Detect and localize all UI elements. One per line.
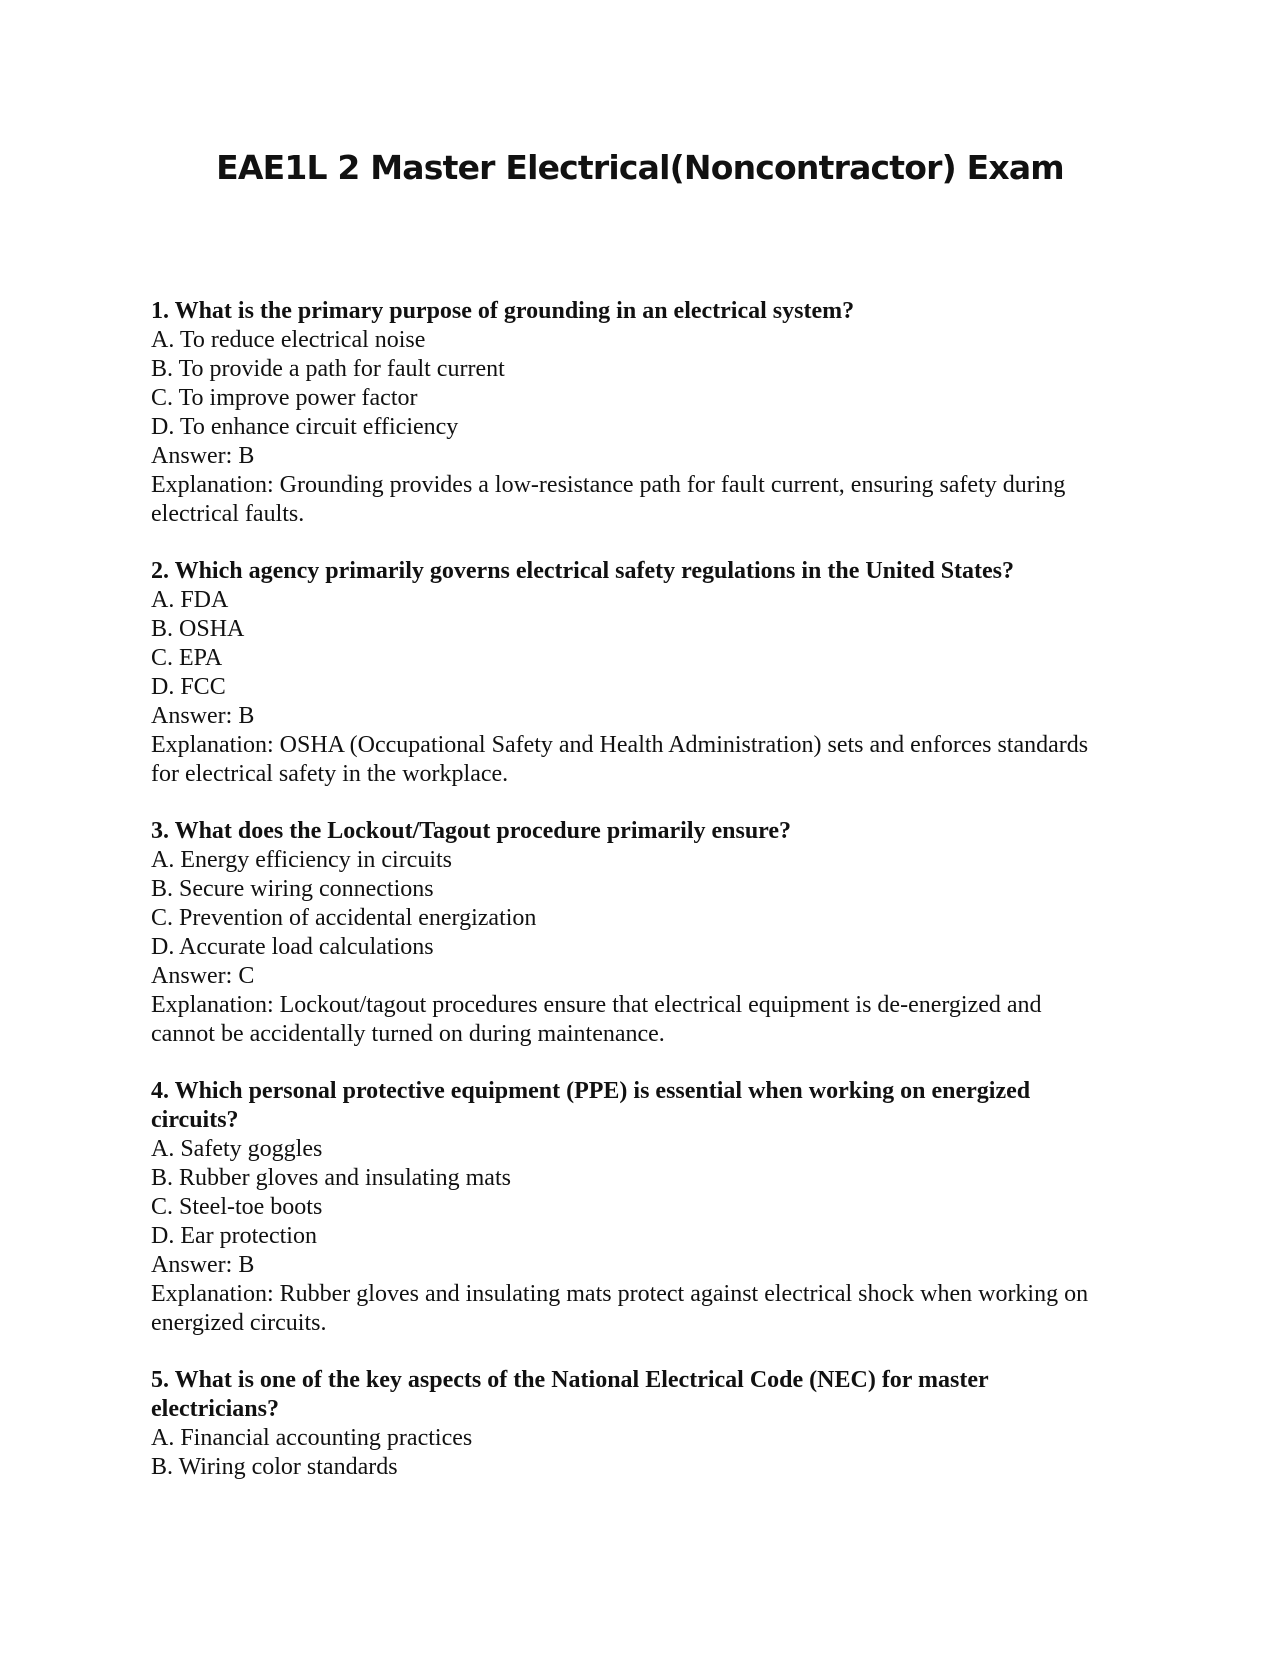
answer-option: C. EPA [151, 645, 223, 671]
question-block-5 [151, 1366, 1111, 1482]
answer-option: C. Prevention of accidental energization [151, 905, 537, 931]
answer-option: B. OSHA [151, 616, 245, 642]
correct-answer: Answer: B [151, 703, 255, 729]
answer-option: A. Energy efficiency in circuits [151, 847, 453, 873]
correct-answer: Answer: C [151, 963, 255, 989]
question-text: 3. What does the Lockout/Tagout procedure primarily ensure? [151, 818, 792, 844]
document-title: EAE1L 2 Master Electrical(Noncontractor) Exam [216, 148, 1064, 187]
question-block-3 [151, 817, 1111, 1049]
question-block-4 [151, 1077, 1111, 1338]
answer-option: A. FDA [151, 587, 229, 613]
question-text: 2. Which agency primarily governs electrical safety regulations in the United States? [151, 558, 1015, 584]
answer-option: B. Secure wiring connections [151, 876, 434, 902]
answer-option: A. Financial accounting practices [151, 1425, 473, 1451]
answer-option: D. Accurate load calculations [151, 934, 434, 960]
correct-answer: Answer: B [151, 1252, 255, 1278]
explanation-text: Explanation: OSHA (Occupational Safety and Health Administration) sets and enforces standards for electrical safety in the workplace. [151, 732, 1089, 787]
answer-option: D. To enhance circuit efficiency [151, 414, 459, 440]
explanation-text: Explanation: Rubber gloves and insulating mats protect against electrical shock when working on energized circuits. [151, 1281, 1089, 1336]
answer-option: A. To reduce electrical noise [151, 327, 426, 353]
answer-option: D. FCC [151, 674, 226, 700]
question-text: 5. What is one of the key aspects of the National Electrical Code (NEC) for master electricians? [151, 1367, 989, 1422]
correct-answer: Answer: B [151, 443, 255, 469]
explanation-text: Explanation: Grounding provides a low-resistance path for fault current, ensuring safety during electrical faults. [151, 472, 1066, 527]
answer-option: C. Steel-toe boots [151, 1194, 323, 1220]
question-block-2 [151, 557, 1111, 789]
answer-option: C. To improve power factor [151, 385, 418, 411]
explanation-text: Explanation: Lockout/tagout procedures ensure that electrical equipment is de-energized and cannot be accidentally turned on during maintenance. [151, 992, 1042, 1047]
question-text: 1. What is the primary purpose of grounding in an electrical system? [151, 298, 855, 324]
answer-option: D. Ear protection [151, 1223, 317, 1249]
answer-option: B. To provide a path for fault current [151, 356, 505, 382]
answer-option: B. Rubber gloves and insulating mats [151, 1165, 511, 1191]
question-text: 4. Which personal protective equipment (PPE) is essential when working on energized circuits? [151, 1078, 1031, 1133]
answer-option: B. Wiring color standards [151, 1454, 398, 1480]
question-list [151, 297, 1111, 1510]
question-block-1 [151, 297, 1111, 529]
answer-option: A. Safety goggles [151, 1136, 323, 1162]
